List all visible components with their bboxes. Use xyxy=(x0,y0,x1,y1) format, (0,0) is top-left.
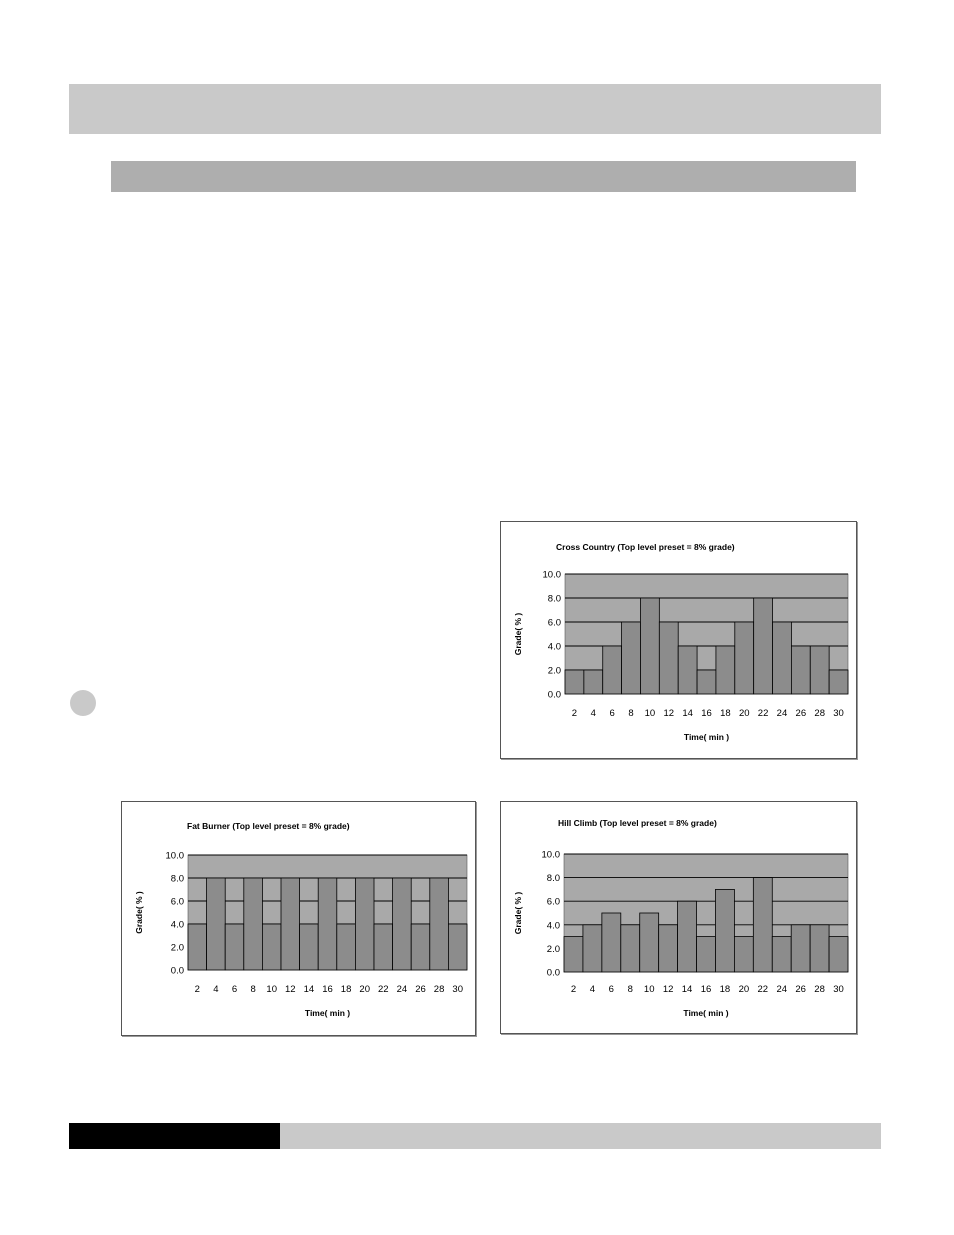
bar xyxy=(754,598,773,694)
x-axis-label: Time( min ) xyxy=(683,732,730,742)
x-tick-label: 28 xyxy=(814,984,825,995)
x-tick-label: 26 xyxy=(795,708,807,719)
x-tick-label: 28 xyxy=(814,708,825,719)
bar xyxy=(753,878,772,972)
y-tick-label: 8.0 xyxy=(547,593,561,605)
footer-grey-band xyxy=(280,1123,881,1149)
x-tick-label: 10 xyxy=(644,708,656,719)
bar xyxy=(281,878,300,970)
x-tick-label: 26 xyxy=(415,984,426,995)
bar xyxy=(678,646,697,694)
x-tick-label: 14 xyxy=(681,984,693,995)
bar xyxy=(829,670,848,694)
bar xyxy=(640,598,659,694)
bar xyxy=(584,670,603,694)
bar xyxy=(448,924,467,970)
x-axis-label: Time( min ) xyxy=(683,1008,729,1018)
bullet-circle xyxy=(70,690,96,716)
x-tick-label: 20 xyxy=(738,708,750,719)
chart-cross-country xyxy=(500,521,857,759)
bar xyxy=(810,925,829,972)
x-tick-label: 28 xyxy=(433,984,445,995)
x-tick-label: 22 xyxy=(757,984,769,995)
bar xyxy=(622,622,641,694)
y-tick-label: 2.0 xyxy=(170,942,184,954)
bar xyxy=(207,878,226,970)
x-tick-label: 16 xyxy=(700,984,712,995)
y-tick-label: 4.0 xyxy=(547,641,561,653)
x-tick-label: 12 xyxy=(662,984,674,995)
x-tick-label: 24 xyxy=(776,708,788,719)
x-tick-label: 14 xyxy=(682,708,693,719)
bar xyxy=(393,878,412,970)
y-tick-label: 10.0 xyxy=(165,850,184,862)
y-tick-label: 4.0 xyxy=(546,920,560,932)
bar xyxy=(829,937,848,972)
chart-svg xyxy=(501,802,856,1033)
bar xyxy=(603,646,622,694)
y-tick-label: 6.0 xyxy=(547,617,561,629)
bar xyxy=(411,924,430,970)
bar xyxy=(773,622,792,694)
chart-fat-burner xyxy=(121,801,476,1036)
bar xyxy=(640,913,659,972)
chart-title: Fat Burner (Top level preset = 8% grade) xyxy=(187,821,350,831)
y-tick-label: 8.0 xyxy=(546,873,560,885)
x-tick-label: 2 xyxy=(571,708,578,719)
footer-black-block xyxy=(69,1123,280,1149)
bar xyxy=(244,878,263,970)
x-tick-label: 16 xyxy=(701,708,712,719)
chart-svg xyxy=(501,522,856,758)
y-tick-label: 0.0 xyxy=(170,965,184,977)
bar xyxy=(715,889,734,972)
bar xyxy=(430,878,449,970)
x-tick-label: 14 xyxy=(303,984,315,995)
chart-title: Cross Country (Top level preset = 8% grade) xyxy=(556,542,735,552)
x-tick-label: 4 xyxy=(589,984,596,995)
bar xyxy=(225,924,244,970)
bar xyxy=(697,670,716,694)
x-tick-label: 18 xyxy=(720,708,731,719)
x-tick-label: 4 xyxy=(213,984,219,995)
y-tick-label: 2.0 xyxy=(546,943,560,955)
chart-svg xyxy=(122,802,475,1035)
x-tick-label: 30 xyxy=(833,708,844,719)
y-tick-label: 8.0 xyxy=(170,873,184,885)
x-tick-label: 12 xyxy=(285,984,296,995)
bar xyxy=(262,924,281,970)
x-tick-label: 16 xyxy=(322,984,333,995)
bar xyxy=(791,646,810,694)
bar xyxy=(791,925,810,972)
y-axis-label: Grade( % ) xyxy=(134,891,144,934)
x-tick-label: 2 xyxy=(570,984,577,995)
bar xyxy=(678,901,697,972)
bar xyxy=(337,924,356,970)
y-tick-label: 10.0 xyxy=(542,569,561,581)
bar xyxy=(602,913,621,972)
bar xyxy=(810,646,829,694)
x-tick-label: 4 xyxy=(590,708,596,719)
x-tick-label: 22 xyxy=(378,984,389,995)
x-tick-label: 6 xyxy=(231,984,238,995)
y-tick-label: 6.0 xyxy=(170,896,184,908)
x-tick-label: 30 xyxy=(452,984,463,995)
x-tick-label: 8 xyxy=(628,708,634,719)
x-tick-label: 24 xyxy=(396,984,408,995)
x-tick-label: 30 xyxy=(833,984,844,995)
x-tick-label: 18 xyxy=(340,984,352,995)
bar xyxy=(318,878,337,970)
x-tick-label: 20 xyxy=(738,984,750,995)
x-tick-label: 26 xyxy=(795,984,806,995)
bar xyxy=(565,670,584,694)
bar xyxy=(300,924,319,970)
x-tick-label: 22 xyxy=(757,708,769,719)
x-tick-label: 6 xyxy=(609,708,615,719)
y-axis-label: Grade( % ) xyxy=(513,612,523,656)
bar xyxy=(621,925,640,972)
bar xyxy=(564,937,583,972)
y-tick-label: 6.0 xyxy=(546,896,560,908)
x-axis-label: Time( min ) xyxy=(304,1008,351,1018)
bar xyxy=(697,937,716,972)
x-tick-label: 12 xyxy=(663,708,675,719)
x-tick-label: 18 xyxy=(719,984,731,995)
y-tick-label: 0.0 xyxy=(546,967,560,979)
x-tick-label: 10 xyxy=(266,984,277,995)
y-axis-label: Grade( % ) xyxy=(513,891,523,935)
y-tick-label: 4.0 xyxy=(170,919,184,931)
bar xyxy=(735,622,754,694)
x-tick-label: 20 xyxy=(359,984,370,995)
header-band xyxy=(69,84,881,134)
x-tick-label: 6 xyxy=(608,984,614,995)
x-tick-label: 10 xyxy=(643,984,655,995)
y-tick-label: 2.0 xyxy=(547,665,561,677)
y-tick-label: 10.0 xyxy=(541,849,560,861)
bar xyxy=(188,924,207,970)
bar xyxy=(716,646,735,694)
x-tick-label: 8 xyxy=(250,984,256,995)
bar xyxy=(374,924,393,970)
section-band xyxy=(111,161,856,192)
y-tick-label: 0.0 xyxy=(547,689,561,701)
x-tick-label: 2 xyxy=(194,984,200,995)
bar xyxy=(772,937,791,972)
bar xyxy=(734,937,753,972)
x-tick-label: 8 xyxy=(627,984,633,995)
chart-title: Hill Climb (Top level preset = 8% grade) xyxy=(558,818,717,828)
chart-hill-climb xyxy=(500,801,857,1034)
x-tick-label: 24 xyxy=(776,984,788,995)
bar xyxy=(659,925,678,972)
bar xyxy=(355,878,374,970)
bar xyxy=(583,925,602,972)
bar xyxy=(659,622,678,694)
